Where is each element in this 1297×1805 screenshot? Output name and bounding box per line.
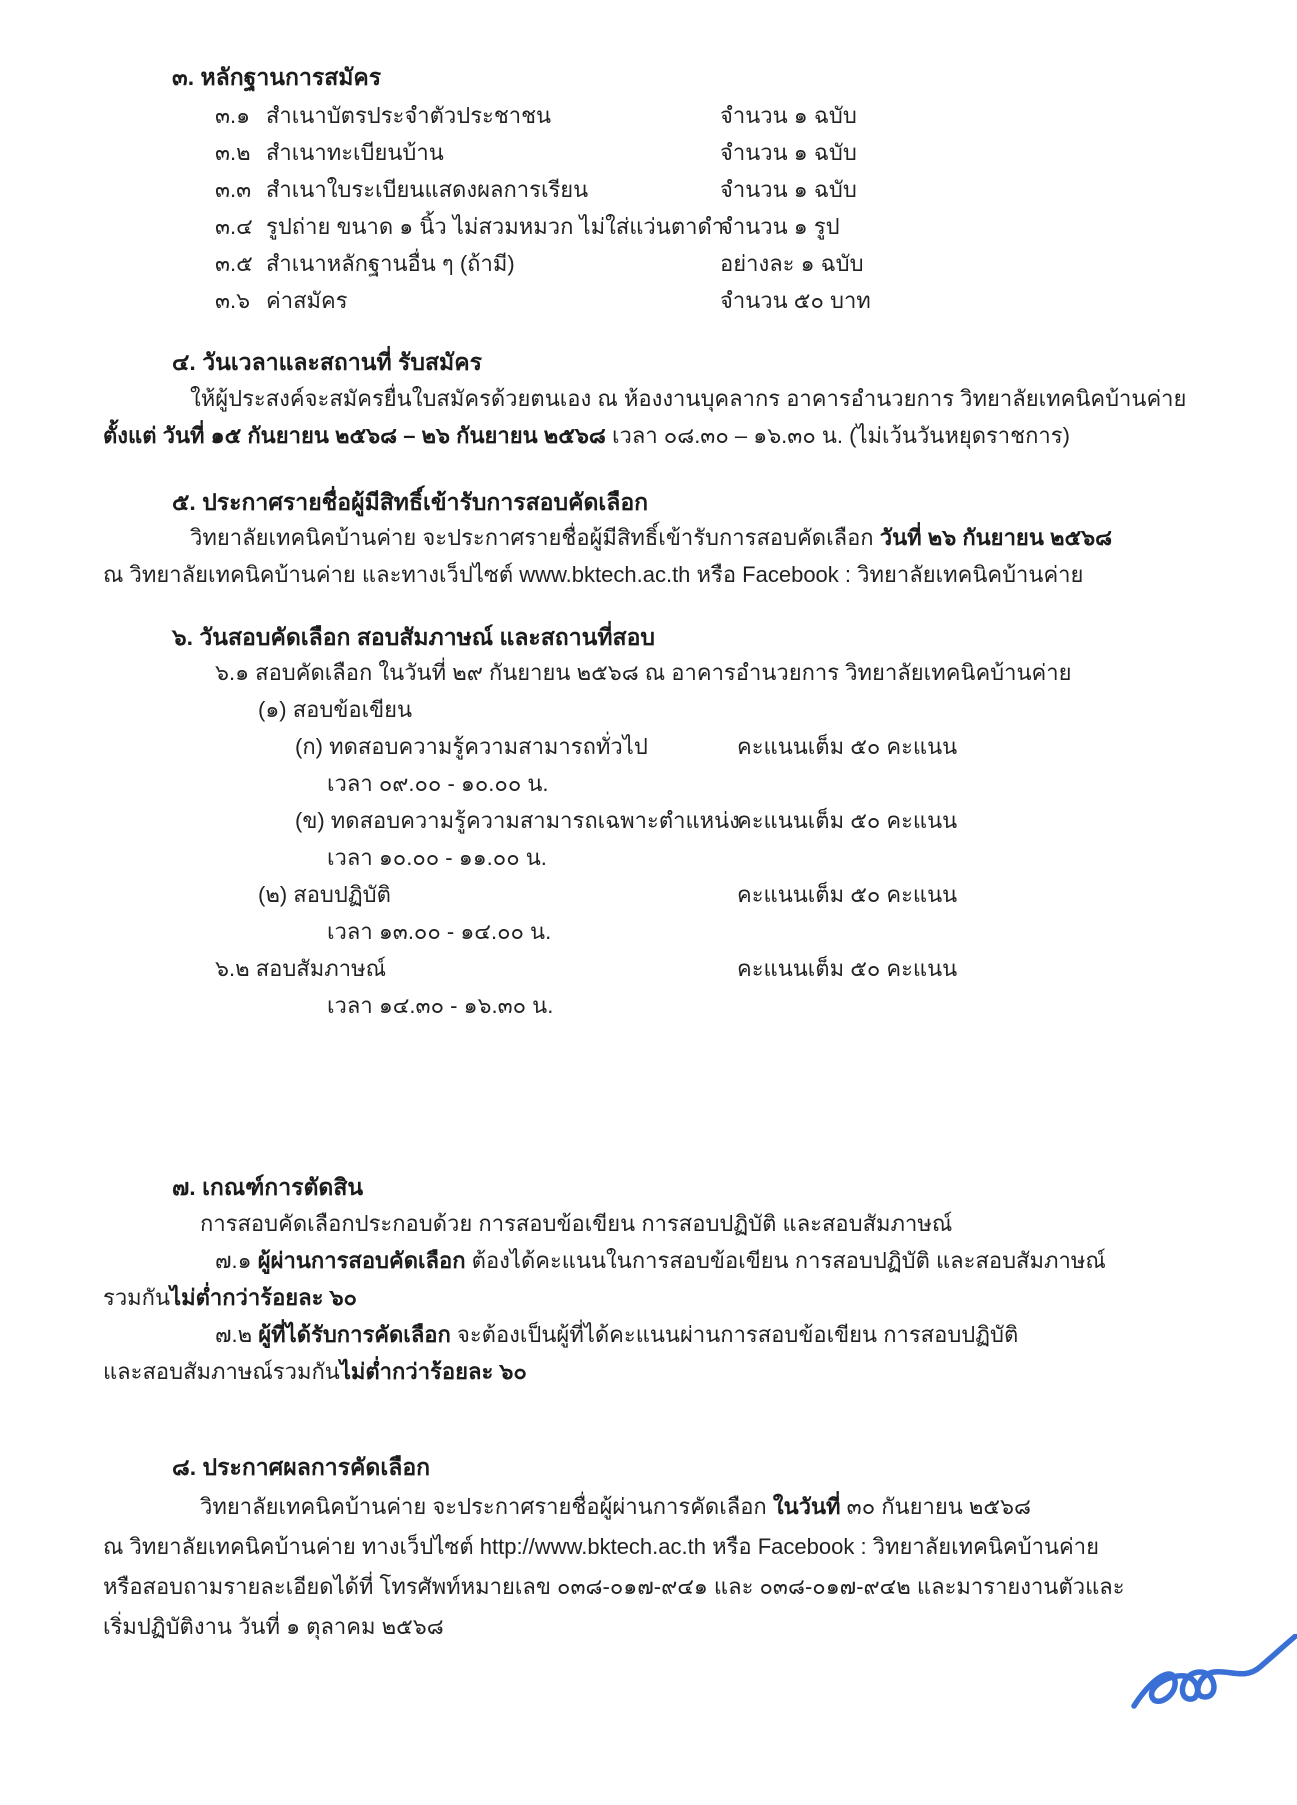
s7-2c-normal: และสอบสัมภาษณ์รวมกัน: [103, 1359, 340, 1384]
exam-row: [0, 806, 1297, 838]
exam-label: ๖.๒ สอบสัมภาษณ์: [215, 956, 386, 981]
requirement-item-row: [0, 101, 1297, 133]
requirement-item-row: [0, 286, 1297, 318]
s7-2-bold: ผู้ที่ได้รับการคัดเลือก: [258, 1322, 451, 1347]
minimum-percent-bold: ไม่ต่ำกว่าร้อยละ ๖๐: [170, 1285, 357, 1310]
s8-rest: ๓๐ กันยายน ๒๕๖๘: [840, 1494, 1031, 1519]
s8-start-work-line: เริ่มปฏิบัติงาน วันที่ ๑ ตุลาคม ๒๕๖๘: [103, 1614, 444, 1639]
signature: [1126, 1634, 1297, 1726]
item-number: ๓.๕: [215, 251, 253, 276]
item-label: สำเนาบัตรประจำตัวประชาชน: [266, 103, 552, 128]
s7-1c-normal: รวมกัน: [103, 1285, 171, 1310]
item-number: ๓.๑: [215, 103, 251, 128]
exam-label: (๒) สอบปฏิบัติ: [258, 882, 391, 907]
section-5-heading: ๕. ประกาศรายชื่อผู้มีสิทธิ์เข้ารับการสอบคัดเลือก: [172, 489, 649, 515]
section-7-heading: ๗. เกณฑ์การตัดสิน: [172, 1174, 364, 1200]
item-amount: จำนวน ๑ รูป: [720, 214, 840, 239]
item-label: สำเนาทะเบียนบ้าน: [266, 140, 444, 165]
item-label: สำเนาใบระเบียนแสดงผลการเรียน: [266, 177, 589, 202]
exam-time: เวลา ๐๙.๐๐ - ๑๐.๐๐ น.: [327, 771, 549, 796]
section-8-heading: ๘. ประกาศผลการคัดเลือก: [172, 1454, 431, 1480]
exam-score: คะแนนเต็ม ๕๐ คะแนน: [737, 882, 958, 907]
s7-2-rest: จะต้องเป็นผู้ที่ได้คะแนนผ่านการสอบข้อเขียน การสอบปฏิบัติ: [450, 1322, 1019, 1347]
written-exam-label: (๑) สอบข้อเขียน: [258, 697, 413, 722]
item-number: ๓.๖: [215, 288, 251, 313]
s4-date-line: [103, 421, 1070, 451]
s7-criteria-1-line: [215, 1246, 1106, 1276]
item-label: ค่าสมัคร: [266, 288, 348, 313]
s7-criteria-2-line: [215, 1320, 1018, 1350]
item-amount: จำนวน ๑ ฉบับ: [720, 177, 857, 202]
exam-score: คะแนนเต็ม ๕๐ คะแนน: [737, 808, 958, 833]
s5-website-line: ณ วิทยาลัยเทคนิคบ้านค่าย และทางเว็ปไซต์ www.bktech.ac.th หรือ Facebook : วิทยาลัยเทคนิคบ้านค่าย: [103, 562, 1084, 587]
item-number: ๓.๒: [215, 140, 251, 165]
exam-time: เวลา ๑๓.๐๐ - ๑๔.๐๐ น.: [327, 919, 552, 944]
s5-announcement-line: [190, 523, 1112, 553]
s8-normal: วิทยาลัยเทคนิคบ้านค่าย จะประกาศรายชื่อผู้ผ่านการคัดเลือก: [200, 1494, 773, 1519]
exam-label: (ก) ทดสอบความรู้ความสามารถทั่วไป: [295, 734, 648, 759]
s8-phone-line: หรือสอบถามรายละเอียดได้ที่ โทรศัพท์หมายเลข ๐๓๘-๐๑๗-๙๔๑ และ ๐๓๘-๐๑๗-๙๔๒ และมารายงานตัวและ: [103, 1574, 1125, 1599]
item-label: รูปถ่าย ขนาด ๑ นิ้ว ไม่สวมหมวก ไม่ใส่แว่นตาดำ: [266, 214, 725, 239]
section-3-heading: ๓. หลักฐานการสมัคร: [172, 64, 382, 90]
exam-score: คะแนนเต็ม ๕๐ คะแนน: [737, 734, 958, 759]
minimum-percent-bold: ไม่ต่ำกว่าร้อยละ ๖๐: [339, 1359, 527, 1384]
requirement-item-row: [0, 249, 1297, 281]
item-label: สำเนาหลักฐานอื่น ๆ (ถ้ามี): [266, 251, 515, 276]
item-amount: จำนวน ๕๐ บาท: [720, 288, 871, 313]
s8-result-line: [200, 1492, 1031, 1522]
s7-1-rest: ต้องได้คะแนนในการสอบข้อเขียน การสอบปฏิบัติ และสอบสัมภาษณ์: [465, 1248, 1106, 1273]
signature-scribble: [1126, 1634, 1297, 1726]
exam-row: [0, 954, 1297, 986]
s7-1-number: ๗.๑: [215, 1248, 258, 1273]
s8-website-line: ณ วิทยาลัยเทคนิคบ้านค่าย ทางเว็ปไซต์ http://www.bktech.ac.th หรือ Facebook : วิทยาลัยเทคนิคบ้านค่าย: [103, 1534, 1099, 1559]
exam-time: เวลา ๑๔.๓๐ - ๑๖.๓๐ น.: [327, 993, 554, 1018]
requirement-item-row: [0, 212, 1297, 244]
item-number: ๓.๔: [215, 214, 253, 239]
exam-date-line: ๖.๑ สอบคัดเลือก ในวันที่ ๒๙ กันยายน ๒๕๖๘ ณ อาคารอำนวยการ วิทยาลัยเทคนิคบ้านค่าย: [215, 660, 1072, 685]
item-amount: จำนวน ๑ ฉบับ: [720, 140, 857, 165]
requirement-item-row: [0, 175, 1297, 207]
s7-2-number: ๗.๒: [215, 1322, 259, 1347]
exam-time: เวลา ๑๐.๐๐ - ๑๑.๐๐ น.: [327, 845, 547, 870]
exam-label: (ข) ทดสอบความรู้ความสามารถเฉพาะตำแหน่ง: [295, 808, 740, 833]
requirement-item-row: [0, 138, 1297, 170]
exam-row: [0, 880, 1297, 912]
s5-line-normal: วิทยาลัยเทคนิคบ้านค่าย จะประกาศรายชื่อผู้มีสิทธิ์เข้ารับการสอบคัดเลือก: [190, 525, 880, 550]
exam-score: คะแนนเต็ม ๕๐ คะแนน: [737, 956, 958, 981]
s4-paragraph-line: ให้ผู้ประสงค์จะสมัครยื่นใบสมัครด้วยตนเอง ณ ห้องงานบุคลากร อาคารอำนวยการ วิทยาลัยเทคนิคบ้านค่าย: [190, 386, 1187, 411]
s7-intro-line: การสอบคัดเลือกประกอบด้วย การสอบข้อเขียน การสอบปฏิบัติ และสอบสัมภาษณ์: [200, 1211, 953, 1236]
item-amount: อย่างละ ๑ ฉบับ: [720, 251, 864, 276]
section-6-heading: ๖. วันสอบคัดเลือก สอบสัมภาษณ์ และสถานที่สอบ: [172, 624, 655, 650]
announce-date-bold: วันที่ ๒๖ กันยายน ๒๕๖๘: [879, 525, 1113, 550]
s7-criteria-2-continued: [103, 1357, 527, 1387]
s7-1-bold: ผู้ผ่านการสอบคัดเลือก: [257, 1248, 466, 1273]
section-4-heading: ๔. วันเวลาและสถานที่ รับสมัคร: [172, 349, 482, 375]
exam-row: [0, 732, 1297, 764]
result-date-bold: ในวันที่: [772, 1494, 841, 1519]
application-period-rest: เวลา ๐๘.๓๐ – ๑๖.๓๐ น. (ไม่เว้นวันหยุดราชการ): [605, 423, 1070, 448]
application-period-bold: ตั้งแต่ วันที่ ๑๕ กันยายน ๒๕๖๘ – ๒๖ กันยายน ๒๕๖๘: [103, 423, 606, 448]
item-amount: จำนวน ๑ ฉบับ: [720, 103, 857, 128]
s7-criteria-1-continued: [103, 1283, 357, 1313]
item-number: ๓.๓: [215, 177, 252, 202]
